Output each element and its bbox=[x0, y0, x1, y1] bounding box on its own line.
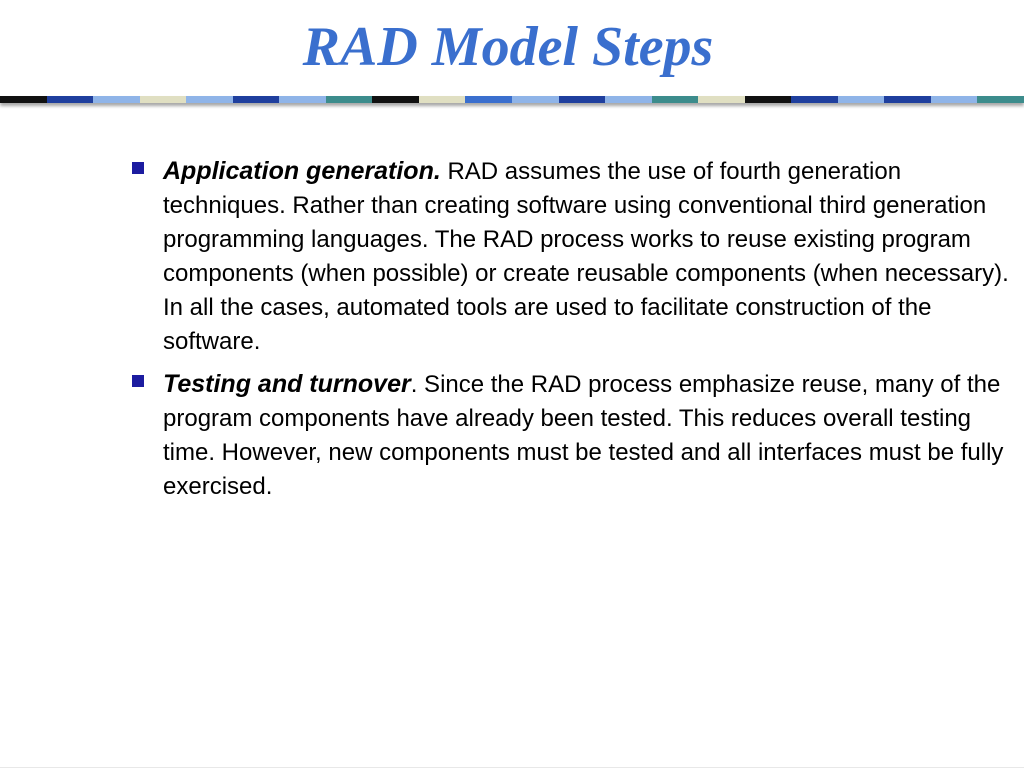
bullet-item-application-generation bbox=[132, 154, 1012, 359]
stripe-segment bbox=[977, 96, 1024, 103]
square-bullet-icon bbox=[132, 162, 144, 174]
slide-title: RAD Model Steps bbox=[302, 16, 714, 78]
stripe-segment bbox=[186, 96, 233, 103]
bullet-text: Since the RAD process emphasize reuse, many of the program components have already been tested. This reduces overall testing time. However, new components must be tested and all interfaces must be fully exercised. bbox=[163, 371, 1004, 500]
stripe-segment bbox=[233, 96, 280, 103]
stripe-segment bbox=[512, 96, 559, 103]
bullet-item-testing-and-turnover bbox=[132, 367, 1012, 504]
stripe-segment bbox=[791, 96, 838, 103]
stripe-segment bbox=[279, 96, 326, 103]
bullet-list bbox=[132, 154, 1012, 512]
square-bullet-icon bbox=[132, 375, 144, 387]
stripe-segment bbox=[745, 96, 792, 103]
stripe-segment bbox=[931, 96, 978, 103]
bullet-term: Application generation. bbox=[163, 157, 441, 185]
decorative-color-stripe bbox=[0, 96, 1024, 103]
stripe-segment bbox=[698, 96, 745, 103]
stripe-segment bbox=[93, 96, 140, 103]
stripe-segment bbox=[838, 96, 885, 103]
bullet-text: RAD assumes the use of fourth generation techniques. Rather than creating software using conventional third generation programming languages. The RAD process works to reuse existing program components (when possible) or create reusable components (when necessary). In all the cases, automated tools are used to facilitate construction of the software. bbox=[163, 158, 1009, 355]
stripe-segment bbox=[884, 96, 931, 103]
stripe-segment bbox=[559, 96, 606, 103]
stripe-segment bbox=[372, 96, 419, 103]
stripe-segment bbox=[326, 96, 373, 103]
bullet-term: Testing and turnover bbox=[163, 370, 411, 398]
stripe-segment bbox=[419, 96, 466, 103]
stripe-segment bbox=[47, 96, 94, 103]
stripe-segment bbox=[465, 96, 512, 103]
bullet-term-suffix: . bbox=[410, 371, 418, 398]
stripe-segment bbox=[605, 96, 652, 103]
stripe-segment bbox=[140, 96, 187, 103]
stripe-segment bbox=[0, 96, 47, 103]
stripe-segment bbox=[652, 96, 699, 103]
